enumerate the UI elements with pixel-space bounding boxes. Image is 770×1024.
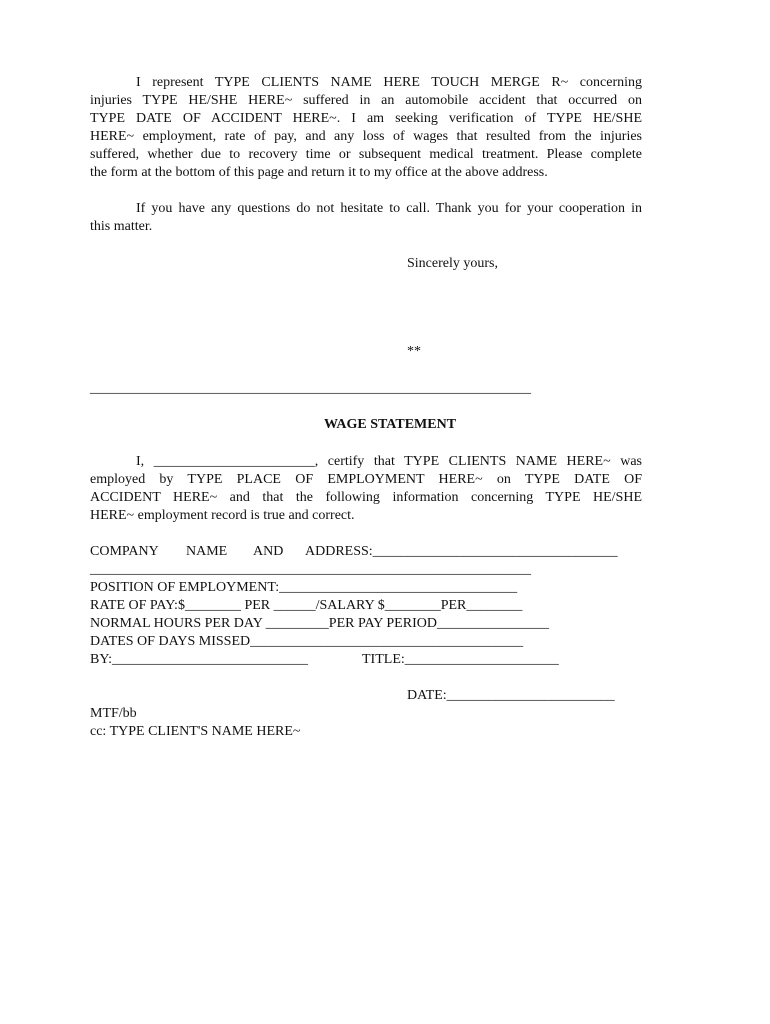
company-address-field[interactable]: ADDRESS:___________________________________ [305,544,618,559]
separator-line: _______________________________________________________________ [90,381,531,396]
by-field[interactable]: BY:____________________________ [90,652,309,667]
certify-line-1: I, _______________________, certify that TYPE CLIENTS NAME HERE~ was [136,454,642,469]
company-label-word-1: COMPANY [90,544,159,559]
cc-line: cc: TYPE CLIENT'S NAME HERE~ [90,724,301,739]
certify-line-4: HERE~ employment record is true and correct. [90,508,355,523]
position-of-employment-field[interactable]: POSITION OF EMPLOYMENT:__________________________________ [90,580,518,595]
paragraph1-line-2: injuries TYPE HE/SHE HERE~ suffered in an automobile accident that occurred on [90,93,642,108]
normal-hours-field[interactable]: NORMAL HOURS PER DAY _________PER PAY PERIOD________________ [90,616,549,631]
paragraph1-line-4: HERE~ employment, rate of pay, and any loss of wages that resulted from the injuries [90,129,642,144]
paragraph1-line-5: suffered, whether due to recovery time or subsequent medical treatment. Please complete [90,147,642,162]
wage-statement-title: WAGE STATEMENT [323,417,457,432]
closing-text: Sincerely yours, [407,256,498,271]
paragraph2-line-2: this matter. [90,219,153,234]
certify-line-3: ACCIDENT HERE~ and that the following information concerning TYPE HE/SHE [90,490,642,505]
title-field[interactable]: TITLE:______________________ [362,652,559,667]
date-field[interactable]: DATE:________________________ [407,688,615,703]
paragraph1-line-6: the form at the bottom of this page and return it to my office at the above address. [90,165,548,180]
paragraph1-line-1: I represent TYPE CLIENTS NAME HERE TOUCH MERGE R~ concerning [136,75,642,90]
company-label-word-3: AND [253,544,284,559]
company-address-field-line-2[interactable]: _______________________________________________________________ [90,562,531,577]
company-label-word-2: NAME [186,544,228,559]
initials: MTF/bb [90,706,137,721]
signature-placeholder: ** [407,344,421,359]
paragraph1-line-3: TYPE DATE OF ACCIDENT HERE~. I am seeking verification of TYPE HE/SHE [90,111,642,126]
dates-missed-field[interactable]: DATES OF DAYS MISSED_______________________________________ [90,634,524,649]
certify-line-2: employed by TYPE PLACE OF EMPLOYMENT HERE~ on TYPE DATE OF [90,472,642,487]
rate-of-pay-field[interactable]: RATE OF PAY:$________ PER ______/SALARY $________PER________ [90,598,523,613]
paragraph2-line-1: If you have any questions do not hesitate to call. Thank you for your cooperation in [136,201,642,216]
